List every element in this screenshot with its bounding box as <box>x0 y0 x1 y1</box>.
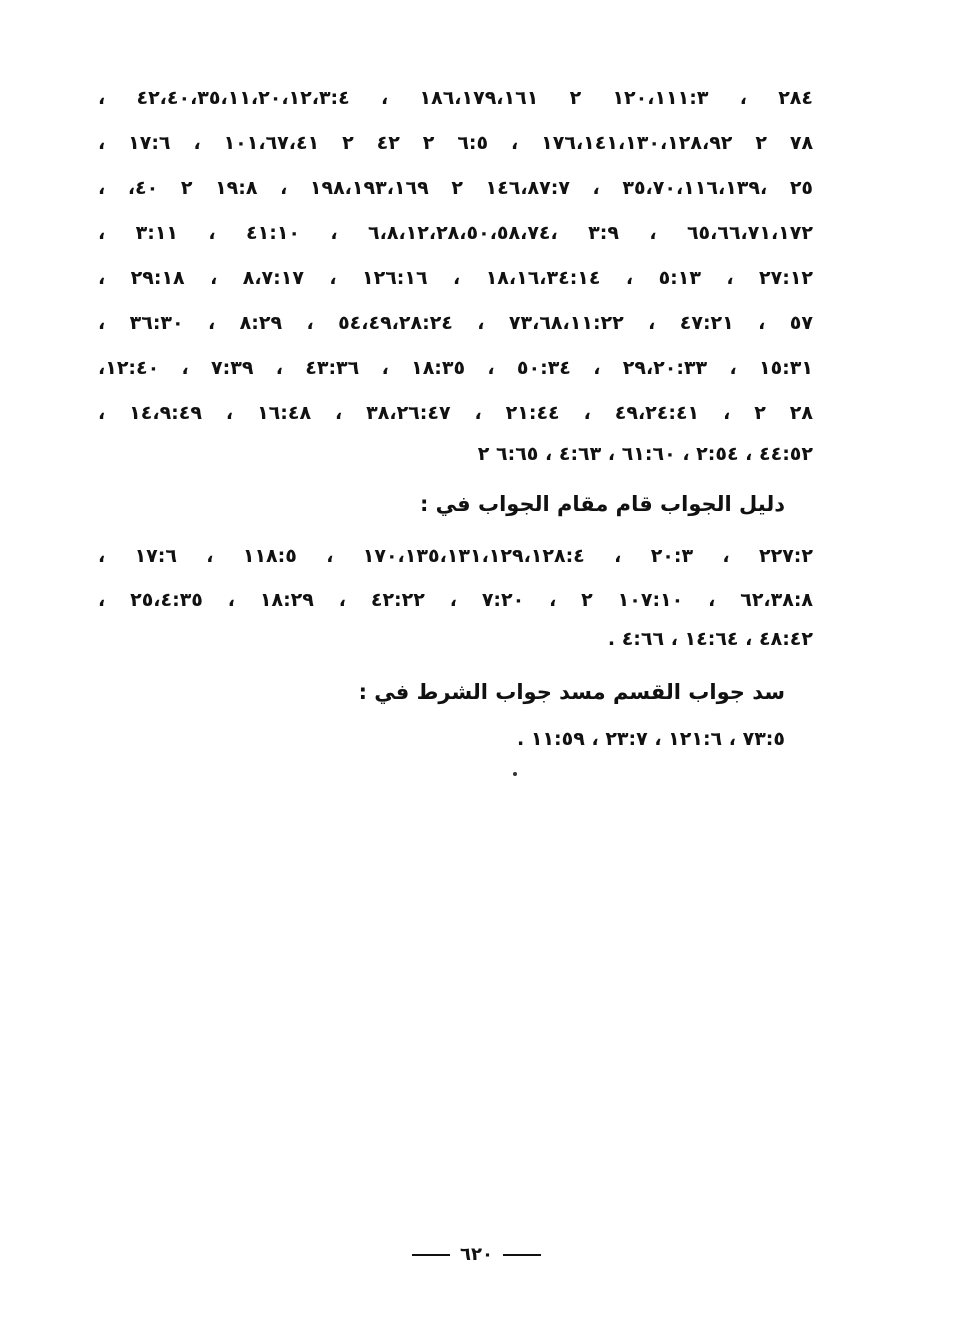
index-line-5: ٢٧:١٢ ، ٥:١٣ ، ١٨،١٦،٣٤:١٤ ، ١٢٦:١٦ ، ٨،٧:١٧ ، ٢٩:١٨ ، <box>98 267 814 289</box>
left-dash <box>503 1254 541 1256</box>
stray-dot <box>513 772 517 776</box>
index-line-6: ٥٧ ، ٤٧:٢١ ، ٧٣،٦٨،١١:٢٢ ، ٥٤،٤٩،٢٨:٢٤ ، ٨:٢٩ ، ٣٦:٣٠ ، <box>98 312 813 334</box>
section1-line-3: ٤٨:٤٢ ، ١٤:٦٤ ، ٤:٦٦ . <box>607 628 813 650</box>
index-line-7: ١٥:٣١ ، ٢٩،٢٠:٣٣ ، ٥٠:٣٤ ، ١٨:٣٥ ، ٤٣:٣٦ ، ٧:٣٩ ، ١٢:٤٠، <box>98 357 813 379</box>
section1-line-1: ٢٢٧:٢ ، ٢٠:٣ ، ١٧٠،١٣٥،١٣١،١٢٩،١٢٨:٤ ، ١١٨:٥ ، ١٧:٦ ، <box>98 545 813 567</box>
index-line-1: ٢٨٤ ، ١٢٠،١١١:٣ ٢ ١٨٦،١٧٩،١٦١ ، ٤٢،٤٠،٣٥،١١،٢٠،١٢،٣:٤ ، <box>98 87 813 109</box>
section2-line-1: ٧٣:٥ ، ١٢١:٦ ، ٢٣:٧ ، ١١:٥٩ . <box>517 728 785 750</box>
section1-line-2: ٦٢،٣٨:٨ ، ١٠٧:١٠ ٢ ، ٧:٢٠ ، ٤٢:٢٢ ، ١٨:٢٩ ، ٢٥،٤:٣٥ ، <box>98 589 814 611</box>
right-dash <box>412 1254 450 1256</box>
section-heading-1: دليل الجواب قام مقام الجواب في : <box>419 492 785 516</box>
page-footer <box>0 1244 953 1265</box>
index-line-9: ٤٤:٥٢ ، ٢:٥٤ ، ٦١:٦٠ ، ٤:٦٣ ، ٦:٦٥ ٢ <box>477 443 813 465</box>
page-number: ٦٢٠ <box>460 1244 493 1265</box>
section-heading-2: سد جواب القسم مسد جواب الشرط في : <box>358 680 785 704</box>
index-line-3: ٢٥ ،٣٥،٧٠،١١٦،١٣٩ ، ١٤٦،٨٧:٧ ٢ ١٩٨،١٩٣،١٦٩ ، ١٩:٨ ٢ ٤٠، ، <box>98 177 814 199</box>
index-line-4: ٦٥،٦٦،٧١،١٧٢ ، ٣:٩ ،٦،٨،١٢،٢٨،٥٠،٥٨،٧٤ ، ٤١:١٠ ، ٣:١١ ، <box>98 222 813 244</box>
index-line-2: ٧٨ ٢ ١٧٦،١٤١،١٣٠،١٢٨،٩٢ ، ٦:٥ ٢ ٤٢ ٢ ١٠١،٦٧،٤١ ، ١٧:٦ ، <box>98 132 814 154</box>
index-line-8: ٢٨ ٢ ، ٤٩،٢٤:٤١ ، ٢١:٤٤ ، ٣٨،٢٦:٤٧ ، ١٦:٤٨ ، ١٤،٩:٤٩ ، <box>98 402 813 424</box>
